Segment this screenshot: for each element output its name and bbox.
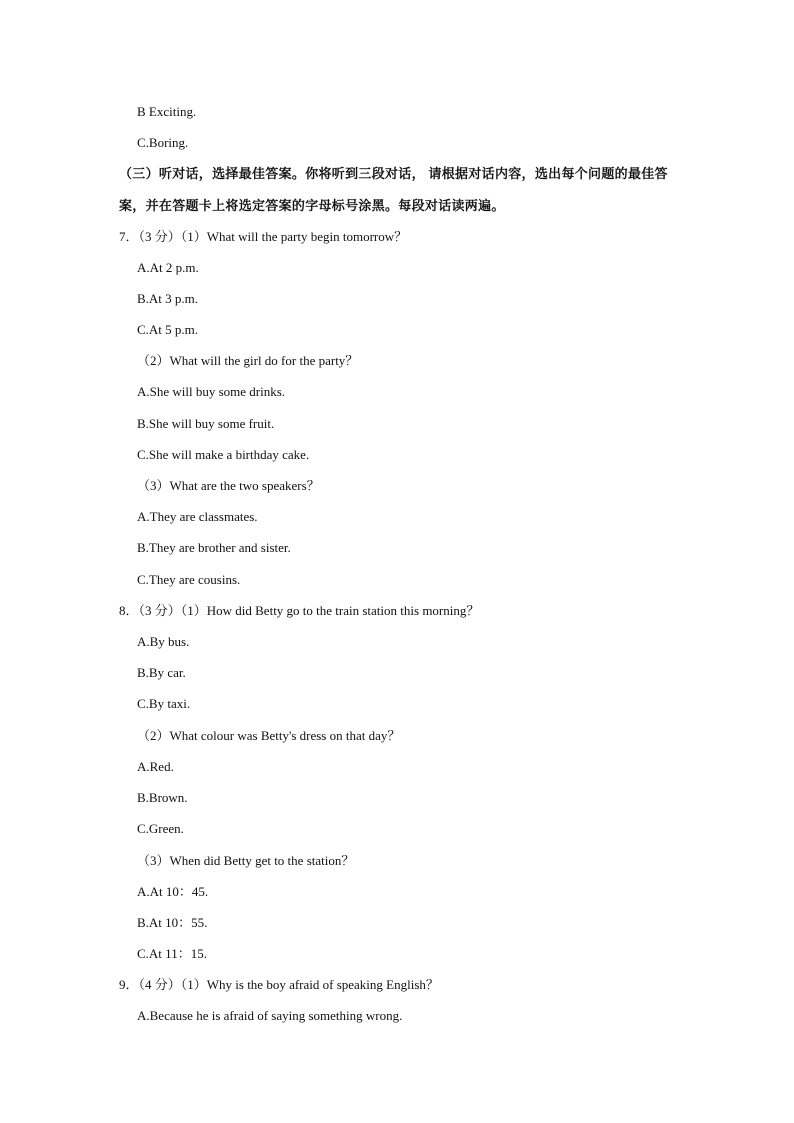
question-7-stem: 7．（3 分）（1）What will the party begin tomorrow？: [119, 229, 408, 244]
question-9-stem: 9．（4 分）（1）Why is the boy afraid of speaking English？: [119, 977, 439, 992]
q8-3-option-c: C.At 11：15.: [137, 946, 207, 961]
q8-2-option-a: A.Red.: [137, 759, 174, 774]
q7-3-stem: （3）What are the two speakers？: [137, 478, 320, 493]
q7-3-option-c: C.They are cousins.: [137, 572, 241, 587]
q8-1-option-c: C.By taxi.: [137, 696, 191, 711]
q8-3-option-a: A.At 10：45.: [137, 884, 209, 899]
q7-1-option-b: B.At 3 p.m.: [137, 291, 199, 306]
q8-2-option-c: C.Green.: [137, 821, 184, 836]
q7-1-option-a: A.At 2 p.m.: [137, 260, 199, 275]
q7-2-option-b: B.She will buy some fruit.: [137, 416, 275, 431]
q8-1-option-b: B.By car.: [137, 665, 186, 680]
q8-3-option-b: B.At 10：55.: [137, 915, 208, 930]
q9-1-option-a: A.Because he is afraid of saying something wrong.: [137, 1008, 403, 1023]
q8-2-stem: （2）What colour was Betty's dress on that day？: [137, 728, 401, 743]
q8-1-option-a: A.By bus.: [137, 634, 190, 649]
q7-3-option-b: B.They are brother and sister.: [137, 540, 291, 555]
question-8-stem: 8．（3 分）（1）How did Betty go to the train station this morning？: [119, 603, 480, 618]
option-c-boring: C.Boring.: [137, 135, 189, 150]
q7-3-option-a: A.They are classmates.: [137, 509, 258, 524]
q7-2-stem: （2）What will the girl do for the party？: [137, 353, 359, 368]
q8-2-option-b: B.Brown.: [137, 790, 188, 805]
q7-2-option-a: A.She will buy some drinks.: [137, 384, 286, 399]
q7-2-option-c: C.She will make a birthday cake.: [137, 447, 310, 462]
q7-1-option-c: C.At 5 p.m.: [137, 322, 199, 337]
option-b-exciting: B Exciting.: [137, 104, 197, 119]
section-heading: （三）听对话，选择最佳答案。你将听到三段对话， 请根据对话内容，选出每个问题的最佳答案，并在答题卡上将选定答案的字母标号涂黑。每段对话读两遍。: [119, 166, 668, 213]
q8-3-stem: （3）When did Betty get to the station？: [137, 853, 355, 868]
